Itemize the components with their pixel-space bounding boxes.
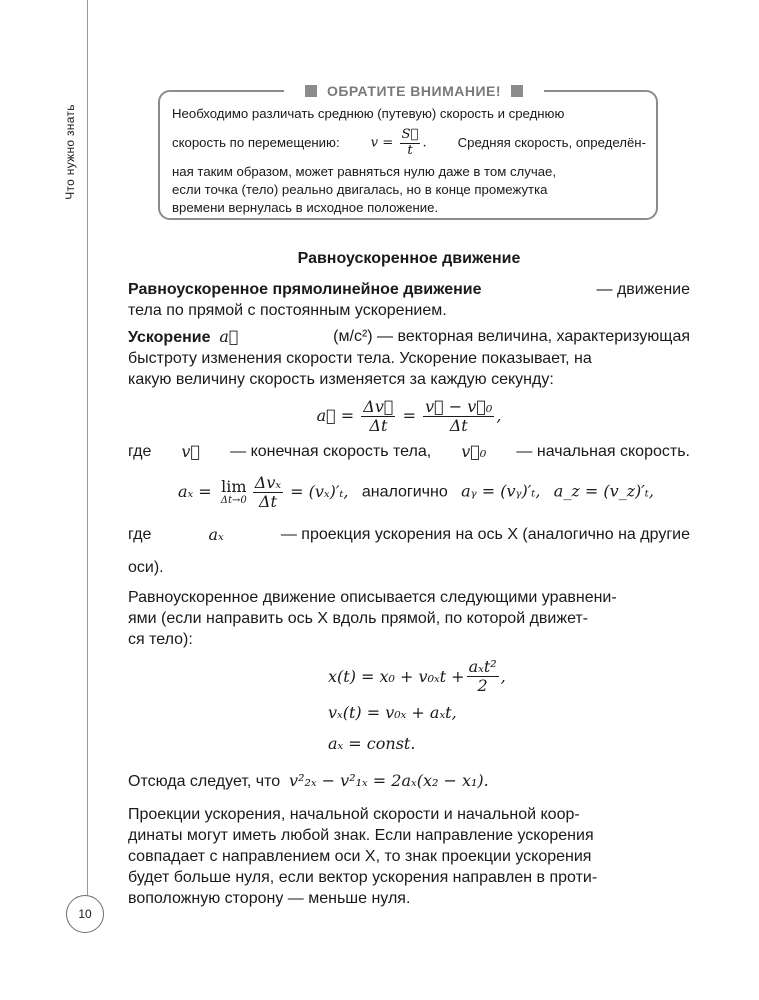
running-head: Что нужно знать — [63, 104, 77, 200]
attention-heading: ОБРАТИТЕ ВНИМАНИЕ! — [284, 81, 544, 101]
projection-formula: aₓ = lim Δt→0 $\frac{\text{Δvₓ}}{\Delta t}$ = (vₓ)′ₜ, аналогично aᵧ = (vᵧ)′ₜ, a_z = (v_z)′ₜ, — [178, 473, 654, 511]
section-title: Равноускоренное движение — [297, 250, 521, 267]
equations-intro: Равноускоренное движение описывается следующими уравнени- ями (если направить ось X вдоль прямой, по которой движет- ся тело): — [128, 589, 617, 648]
attention-text: Необходимо различать среднюю (путевую) скорость и среднюю скорость по перемещению: v = $\frac{S⃗}{t}$ . Средняя скорость, определён- ная таким образом, может равняться нулю даже в том случае, если точка (тело) реально двигалась, но в конце промежутка времени вернулась в исходное положение. — [172, 106, 646, 215]
consequence-line: Отсюда следует, что v²₂ₓ − v²₁ₓ = 2aₓ(x₂ − x₁). — [128, 771, 489, 790]
acceleration-paragraph: Ускорение a⃗ (м/с²) — векторная величина, характеризующая быстроту изменения скорости тела. Ускорение показывает, на какую величину скорость изменяется за каждую секунду: — [128, 327, 690, 388]
motion-equations: x(t) = x₀ + v₀ₓt + $\frac{\text{aₓt²}}{2}$ , vₓ(t) = v₀ₓ + aₓt, aₓ = const. — [328, 656, 506, 753]
sign-paragraph: Проекции ускорения, начальной скорости и начальной коор- динаты могут иметь любой знак. Если направление ускорения совпадает с направлением оси X, то знак проекции ускорения будет больше нуля, если вектор ускорения направлен в проти- воположную сторону — меньше нуля. — [128, 806, 598, 907]
square-bullet-icon — [511, 85, 523, 97]
square-bullet-icon — [305, 85, 317, 97]
acceleration-formula: a⃗ = $\frac{\Delta v⃗}{\Delta t}$ = $\frac{\text{v⃗ − v⃗₀}}{\Delta t}$ , — [316, 397, 502, 435]
page-number: 10 — [66, 895, 104, 933]
definition-paragraph: Равноускоренное прямолинейное движение — движение тела по прямой с постоянным ускорением. — [128, 281, 690, 319]
where-velocity-line: где v⃗ — конечная скорость тела, v⃗₀ — начальная скорость. — [128, 442, 690, 461]
avg-speed-formula: v = $\frac{S⃗}{t}$ . — [370, 126, 427, 158]
where-projection-line: где aₓ — проекция ускорения на ось X (аналогично на другие оси). — [128, 525, 690, 576]
margin-rule — [87, 0, 88, 900]
